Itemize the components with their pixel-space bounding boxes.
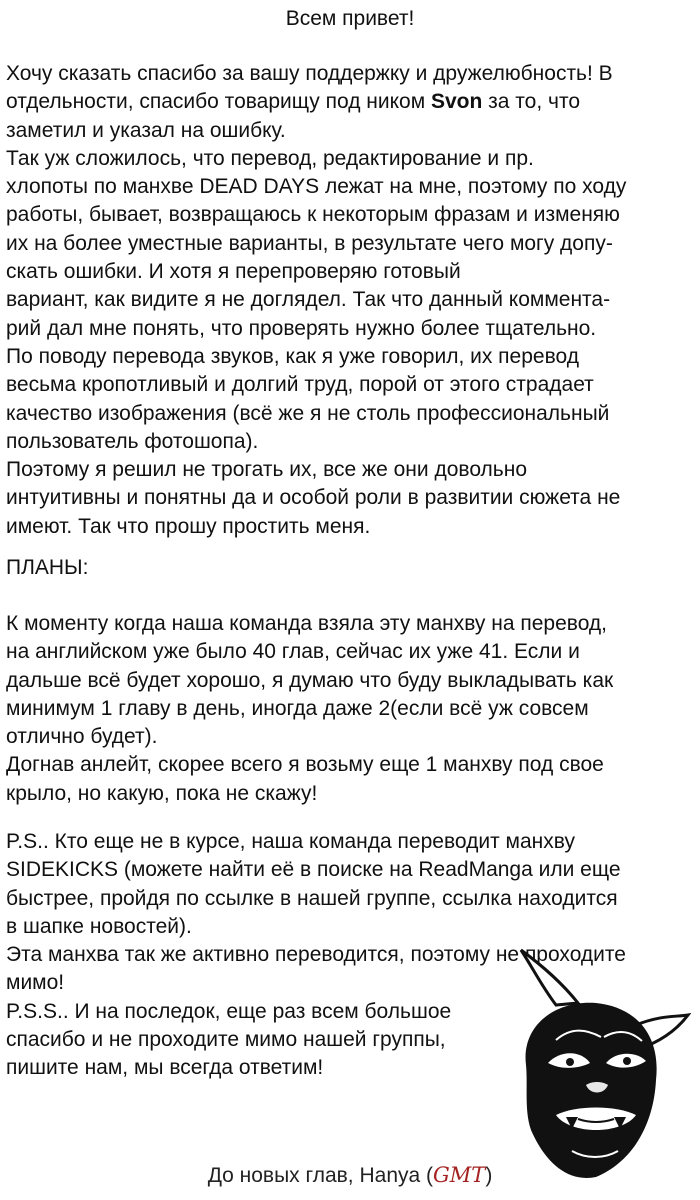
intro-text-start: Хочу сказать спасибо за вашу поддержку и дружелюбность! В отдельности, спасибо товарищу под ником [6, 62, 613, 114]
intro-paragraph [6, 60, 626, 541]
greeting-heading: Всем привет! [285, 7, 415, 30]
ps-paragraph: P.S.. Кто еще не в курсе, наша команда переводит манхву SIDEKICKS (можете найти её в поиске на ReadManga или еще быстрее, пройдя по ссылке в нашей группе, ссылка находится в шапке новостей). Эта манхва так же активно переводится, поэтому не проходите мимо! P.S.S.. И на последок, еще раз всем большое спасибо и не проходите мимо нашей группы, пишите нам, мы всегда ответим! [6, 830, 626, 1080]
signature-close: ) [485, 1164, 493, 1187]
demon-mask-icon [486, 945, 691, 1185]
signature [0, 1162, 700, 1189]
username-svon: Svon [430, 90, 483, 114]
plans-heading: ПЛАНЫ: [6, 556, 89, 579]
signature-text: До новых глав, Hanya ( [207, 1164, 434, 1187]
intro-text-rest: за то, что заметил и указал на ошибку. Так уж сложилось, что перевод, редактирование и пр. хлопоты по манхве DEAD DAYS лежат на мне, поэтому по ходу работы, бывает, возвращаюсь к некоторым фразам и изменяю их на более уместные варианты, в результате чего могу допу- скать ошибки. И хотя я перепроверяю готовый вариант, как видите я не доглядел. Так что данный коммента- рий дал мне понять, что проверять нужно более тщательно. По поводу перевода звуков, как я уже говорил, их перевод весьма кропотливый и долгий труд, порой от этого страдает качество изображения (всё же я не столь профессиональный пользователь фотошопа). Поэтому я решил не трогать их, все же они довольно интуитивны и понятны да и особой роли в развитии сюжета не имеют. Так что прошу простить меня. [6, 90, 627, 538]
team-logo: GMT [433, 1163, 486, 1187]
plans-paragraph: К моменту когда наша команда взяла эту манхву на перевод, на английском уже было 40 глав, сейчас их уже 41. Если и дальше всё будет хорошо, я думаю что буду выкладывать как минимум 1 главу в день, иногда даже 2(если всё уж совсем отлично будет). Догнав анлейт, скорее всего я возьму еще 1 манхву под свое крыло, но какую, пока не скажу! [6, 612, 614, 805]
